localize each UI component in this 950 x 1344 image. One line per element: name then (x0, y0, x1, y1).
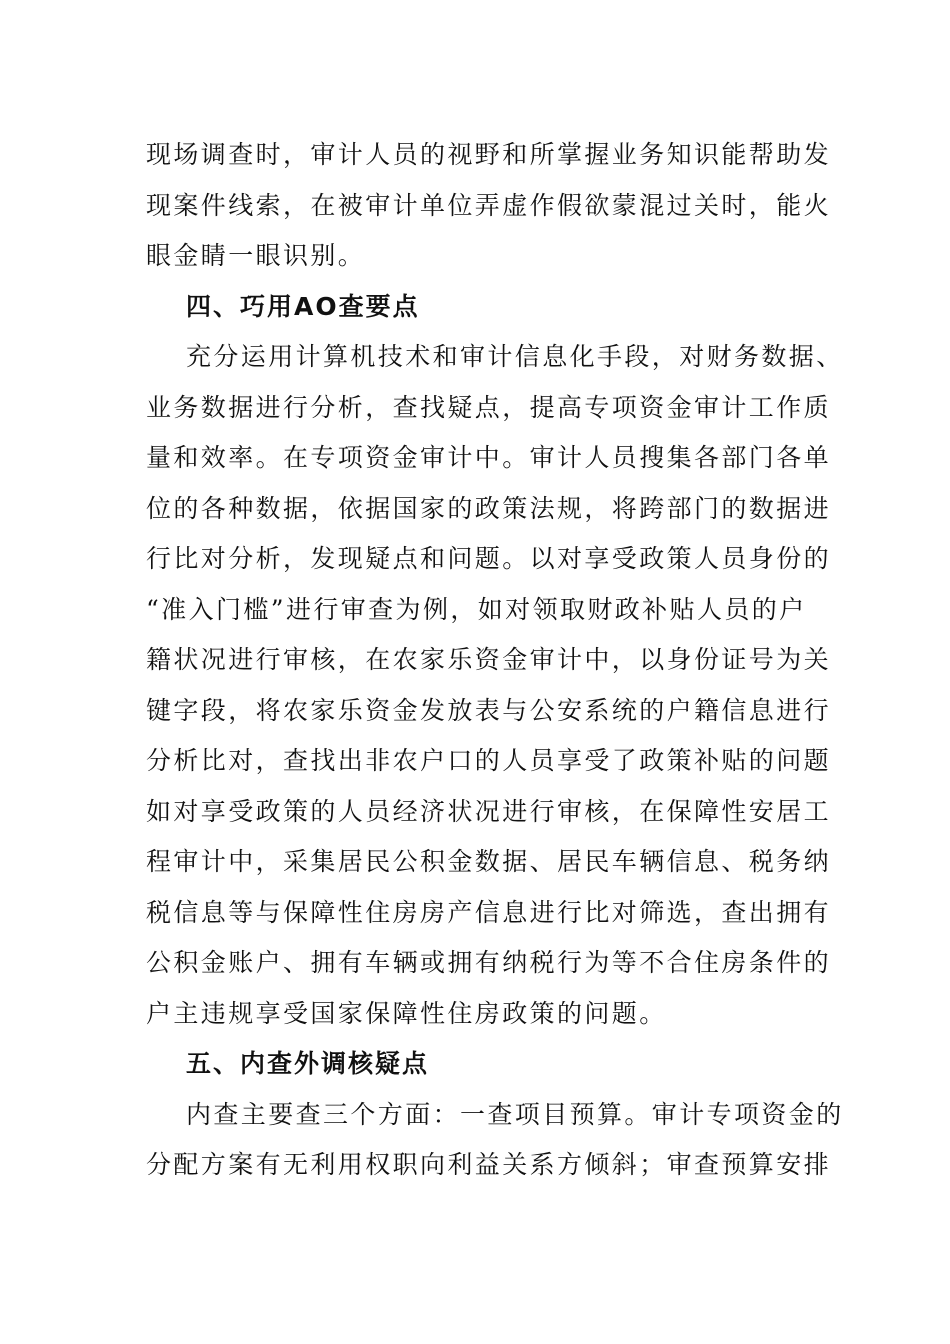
paragraph (146, 1090, 844, 1191)
text-line: 行比对分析，发现疑点和问题。以对享受政策人员身份的 (146, 544, 832, 573)
text-line: 眼金睛一眼识别。 (146, 241, 366, 270)
text-line: 现场调查时，审计人员的视野和所掌握业务知识能帮助发 (146, 140, 832, 169)
text-line: 分析比对，查找出非农户口的人员享受了政策补贴的问题 (146, 746, 832, 775)
text-line: 内查主要查三个方面：一查项目预算。审计专项资金的 (186, 1099, 844, 1129)
text-line: 键字段，将农家乐资金发放表与公安系统的户籍信息进行 (146, 695, 832, 725)
text-line: 位的各种数据，依据国家的政策法规，将跨部门的数据进 (146, 493, 832, 523)
text-line: 业务数据进行分析，查找疑点，提高专项资金审计工作质 (146, 392, 832, 422)
text-line: 公积金账户、拥有车辆或拥有纳税行为等不合住房条件的 (146, 948, 832, 977)
text-line: 程审计中，采集居民公积金数据、居民车辆信息、税务纳 (146, 847, 832, 876)
text-line: 量和效率。在专项资金审计中。审计人员搜集各部门各单 (146, 443, 832, 472)
text-line: 充分运用计算机技术和审计信息化手段，对财务数据、 (186, 342, 844, 371)
paragraph (146, 332, 844, 1039)
text-line: 分配方案有无利用权职向利益关系方倾斜；审查预算安排 (146, 1150, 832, 1179)
section-heading: 五、内查外调核疑点 (186, 1049, 430, 1078)
text-line: 籍状况进行审核，在农家乐资金审计中，以身份证号为关 (146, 645, 832, 674)
section-heading: 四、巧用AO查要点 (186, 291, 420, 321)
text-line: 现案件线索，在被审计单位弄虚作假欲蒙混过关时，能火 (146, 190, 832, 220)
text-line: 户主违规享受国家保障性住房政策的问题。 (146, 998, 667, 1028)
paragraph (146, 130, 832, 282)
text-line: 如对享受政策的人员经济状况进行审核，在保障性安居工 (146, 796, 832, 826)
text-line: 税信息等与保障性住房房产信息进行比对筛选，查出拥有 (146, 897, 832, 927)
text-line: “准入门槛”进行审查为例，如对领取财政补贴人员的户 (146, 594, 807, 624)
document-body (146, 130, 844, 1191)
